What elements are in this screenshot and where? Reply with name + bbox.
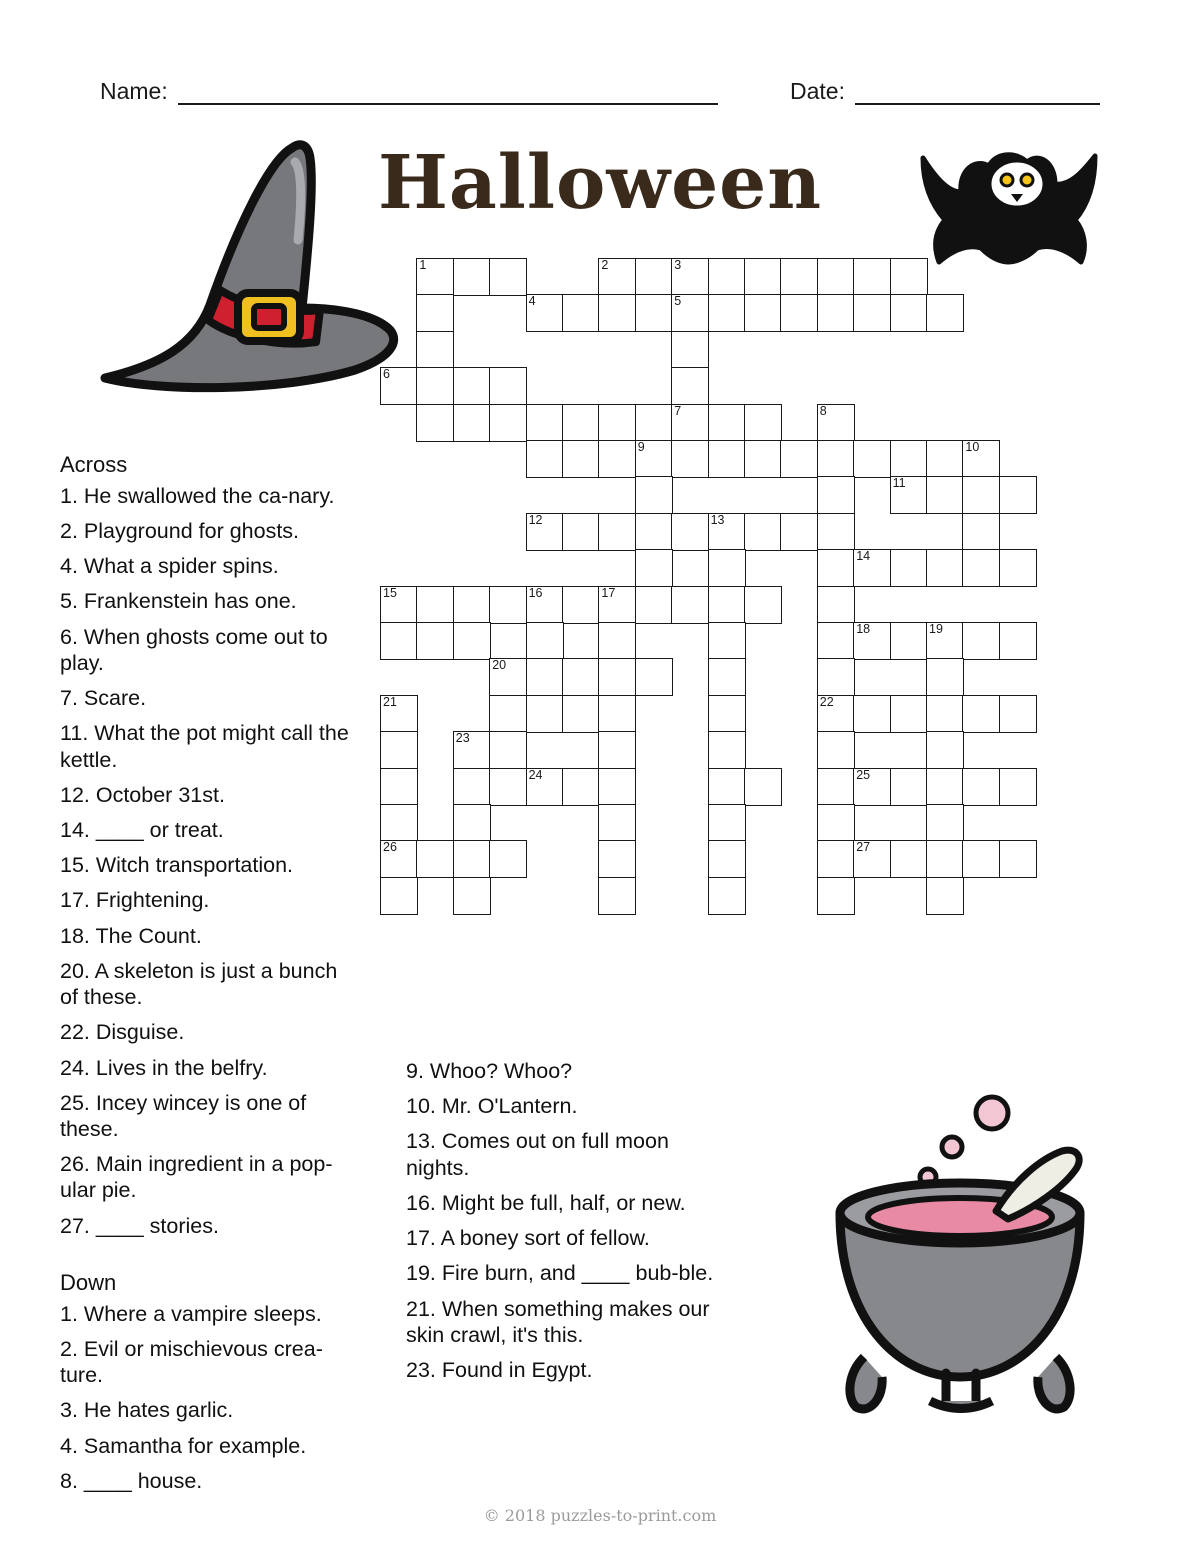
cell-number: 9 bbox=[637, 440, 645, 454]
crossword-cell[interactable] bbox=[671, 331, 709, 369]
date-label: Date: bbox=[790, 78, 845, 104]
crossword-cell[interactable] bbox=[416, 258, 454, 296]
witch-hat-icon bbox=[70, 130, 400, 405]
crossword-cell[interactable] bbox=[853, 549, 891, 587]
crossword-cell[interactable] bbox=[817, 731, 855, 769]
crossword-cell[interactable] bbox=[817, 549, 855, 587]
cell-number: 10 bbox=[965, 440, 980, 454]
clue-item: 2. Evil or mischievous crea-ture. bbox=[60, 1336, 323, 1388]
crossword-cell[interactable] bbox=[598, 586, 636, 624]
crossword-cell[interactable] bbox=[526, 294, 564, 332]
crossword-cell[interactable] bbox=[926, 840, 964, 878]
crossword-cell[interactable] bbox=[817, 586, 855, 624]
crossword-cell[interactable] bbox=[926, 695, 964, 733]
crossword-cell[interactable] bbox=[635, 658, 673, 696]
crossword-cell[interactable] bbox=[489, 768, 527, 806]
crossword-cell[interactable] bbox=[708, 877, 746, 915]
crossword-cell[interactable] bbox=[890, 258, 928, 296]
crossword-cell[interactable] bbox=[744, 258, 782, 296]
crossword-cell[interactable] bbox=[453, 768, 491, 806]
crossword-cell[interactable] bbox=[380, 731, 418, 769]
crossword-cell[interactable] bbox=[926, 804, 964, 842]
cell-number: 24 bbox=[528, 767, 543, 782]
crossword-cell[interactable] bbox=[708, 549, 746, 587]
crossword-cell[interactable] bbox=[526, 513, 564, 551]
crossword-cell[interactable] bbox=[708, 404, 746, 442]
clue-item: 15. Witch transportation. bbox=[60, 853, 294, 878]
crossword-cell[interactable] bbox=[416, 622, 454, 660]
clue-item: 24. Lives in the belfry. bbox=[60, 1055, 268, 1080]
crossword-cell[interactable] bbox=[708, 840, 746, 878]
cell-number: 26 bbox=[383, 840, 397, 855]
crossword-cell[interactable] bbox=[999, 840, 1037, 878]
crossword-cell[interactable] bbox=[926, 294, 964, 332]
clue-item: 21. When something makes our skin crawl, it's this. bbox=[406, 1296, 710, 1347]
clue-item: 1. He swallowed the ca-nary. bbox=[60, 483, 335, 508]
cell-number: 23 bbox=[455, 731, 470, 746]
crossword-cell[interactable] bbox=[380, 840, 418, 878]
clue-item: 11. What the pot might call the kettle. bbox=[60, 721, 349, 772]
crossword-cell[interactable] bbox=[708, 658, 746, 696]
crossword-cell[interactable] bbox=[453, 731, 491, 769]
crossword-cell[interactable] bbox=[380, 586, 418, 624]
crossword-cell[interactable] bbox=[780, 440, 818, 478]
crossword-cell[interactable] bbox=[380, 768, 418, 806]
crossword-cell[interactable] bbox=[926, 549, 964, 587]
clue-item: 12. October 31st. bbox=[60, 782, 225, 807]
crossword-cell[interactable] bbox=[598, 294, 636, 332]
cell-number: 25 bbox=[856, 767, 871, 782]
crossword-cell[interactable] bbox=[380, 695, 418, 733]
clue-item: 17. Frightening. bbox=[60, 888, 210, 913]
crossword-cell[interactable] bbox=[962, 513, 1000, 551]
crossword-cell[interactable] bbox=[671, 258, 709, 296]
cell-number: 11 bbox=[892, 476, 906, 491]
crossword-cell[interactable] bbox=[598, 258, 636, 296]
crossword-cell[interactable] bbox=[671, 440, 709, 478]
crossword-cell[interactable] bbox=[562, 513, 600, 551]
date-write-line[interactable] bbox=[855, 86, 1100, 105]
clue-item: 22. Disguise. bbox=[60, 1020, 185, 1045]
crossword-cell[interactable] bbox=[708, 294, 746, 332]
crossword-cell[interactable] bbox=[853, 258, 891, 296]
crossword-cell[interactable] bbox=[598, 404, 636, 442]
crossword-cell[interactable] bbox=[780, 258, 818, 296]
crossword-cell[interactable] bbox=[744, 404, 782, 442]
crossword-cell[interactable] bbox=[453, 622, 491, 660]
crossword-cell[interactable] bbox=[926, 622, 964, 660]
crossword-cell[interactable] bbox=[817, 804, 855, 842]
crossword-cell[interactable] bbox=[817, 658, 855, 696]
cell-number: 4 bbox=[528, 294, 536, 309]
crossword-cell[interactable] bbox=[635, 513, 673, 551]
crossword-cell[interactable] bbox=[598, 658, 636, 696]
crossword-cell[interactable] bbox=[526, 695, 564, 733]
crossword-cell[interactable] bbox=[598, 622, 636, 660]
crossword-cell[interactable] bbox=[817, 440, 855, 478]
bat-icon bbox=[915, 140, 1105, 285]
crossword-cell[interactable] bbox=[489, 840, 527, 878]
crossword-cell[interactable] bbox=[562, 768, 600, 806]
crossword-cell[interactable] bbox=[562, 294, 600, 332]
crossword-cell[interactable] bbox=[999, 695, 1037, 733]
crossword-cell[interactable] bbox=[598, 440, 636, 478]
crossword-cell[interactable] bbox=[853, 294, 891, 332]
crossword-cell[interactable] bbox=[416, 586, 454, 624]
crossword-cell[interactable] bbox=[635, 440, 673, 478]
crossword-cell[interactable] bbox=[671, 294, 709, 332]
clue-item: 4. What a spider spins. bbox=[60, 554, 279, 579]
cell-number: 7 bbox=[674, 403, 682, 418]
crossword-cell[interactable] bbox=[817, 622, 855, 660]
crossword-cell[interactable] bbox=[708, 513, 746, 551]
crossword-cell[interactable] bbox=[817, 768, 855, 806]
crossword-cell[interactable] bbox=[453, 840, 491, 878]
cell-number: 17 bbox=[601, 585, 616, 600]
crossword-cell[interactable] bbox=[744, 768, 782, 806]
crossword-cell[interactable] bbox=[416, 367, 454, 405]
clue-item: 25. Incey wincey is one of these. bbox=[60, 1090, 307, 1141]
cell-number: 18 bbox=[856, 622, 871, 636]
crossword-cell[interactable] bbox=[635, 404, 673, 442]
cell-number: 13 bbox=[710, 512, 725, 527]
crossword-cell[interactable] bbox=[380, 622, 418, 660]
crossword-cell[interactable] bbox=[962, 622, 1000, 660]
crossword-cell[interactable] bbox=[598, 695, 636, 733]
name-date-row bbox=[100, 78, 1100, 105]
clue-item: 17. A boney sort of fellow. bbox=[406, 1226, 650, 1251]
crossword-cell[interactable] bbox=[598, 731, 636, 769]
crossword-cell[interactable] bbox=[926, 768, 964, 806]
crossword-cell[interactable] bbox=[380, 877, 418, 915]
crossword-cell[interactable] bbox=[926, 877, 964, 915]
crossword-cell[interactable] bbox=[890, 294, 928, 332]
crossword-cell[interactable] bbox=[817, 476, 855, 514]
crossword-cell[interactable] bbox=[562, 440, 600, 478]
crossword-cell[interactable] bbox=[635, 294, 673, 332]
clue-item: 5. Frankenstein has one. bbox=[60, 589, 297, 614]
clue-item: 10. Mr. O'Lantern. bbox=[406, 1094, 578, 1119]
crossword-cell[interactable] bbox=[526, 658, 564, 696]
crossword-cell[interactable] bbox=[817, 258, 855, 296]
crossword-cell[interactable] bbox=[817, 877, 855, 915]
crossword-cell[interactable] bbox=[962, 476, 1000, 514]
crossword-cell[interactable] bbox=[962, 549, 1000, 587]
crossword-cell[interactable] bbox=[489, 258, 527, 296]
crossword-cell[interactable] bbox=[853, 440, 891, 478]
crossword-cell[interactable] bbox=[890, 622, 928, 660]
crossword-cell[interactable] bbox=[817, 294, 855, 332]
cell-number: 19 bbox=[929, 622, 943, 636]
crossword-cell[interactable] bbox=[489, 586, 527, 624]
crossword-cell[interactable] bbox=[671, 367, 709, 405]
crossword-cell[interactable] bbox=[744, 294, 782, 332]
clue-item: 3. He hates garlic. bbox=[60, 1398, 234, 1423]
cell-number: 2 bbox=[601, 258, 609, 272]
across-heading: Across bbox=[60, 452, 128, 477]
clue-item: 19. Fire burn, and ____ bub-ble. bbox=[406, 1261, 714, 1286]
clue-item: 18. The Count. bbox=[60, 923, 202, 948]
clue-item: 6. When ghosts come out to play. bbox=[60, 624, 328, 675]
crossword-cell[interactable] bbox=[853, 840, 891, 878]
cell-number: 15 bbox=[383, 585, 397, 600]
clue-item: 9. Whoo? Whoo? bbox=[406, 1059, 573, 1083]
crossword-cell[interactable] bbox=[999, 768, 1037, 806]
crossword-cell[interactable] bbox=[817, 695, 855, 733]
crossword-cell[interactable] bbox=[926, 658, 964, 696]
crossword-cell[interactable] bbox=[708, 622, 746, 660]
crossword-cell[interactable] bbox=[453, 586, 491, 624]
cell-number: 5 bbox=[674, 294, 682, 309]
crossword-cell[interactable] bbox=[926, 440, 964, 478]
crossword-cell[interactable] bbox=[708, 258, 746, 296]
crossword-cell[interactable] bbox=[635, 258, 673, 296]
crossword-cell[interactable] bbox=[817, 840, 855, 878]
clue-item: 4. Samantha for example. bbox=[60, 1433, 307, 1458]
crossword-cell[interactable] bbox=[453, 404, 491, 442]
crossword-cell[interactable] bbox=[635, 476, 673, 514]
crossword-cell[interactable] bbox=[598, 768, 636, 806]
crossword-cell[interactable] bbox=[489, 404, 527, 442]
crossword-cell[interactable] bbox=[526, 622, 564, 660]
crossword-cell[interactable] bbox=[853, 768, 891, 806]
crossword-cell[interactable] bbox=[962, 440, 1000, 478]
crossword-cell[interactable] bbox=[598, 513, 636, 551]
crossword-cell[interactable] bbox=[489, 731, 527, 769]
crossword-cell[interactable] bbox=[526, 768, 564, 806]
crossword-cell[interactable] bbox=[416, 840, 454, 878]
crossword-cell[interactable] bbox=[744, 513, 782, 551]
page-title: Halloween bbox=[377, 140, 823, 226]
crossword-cell[interactable] bbox=[598, 877, 636, 915]
cell-number: 27 bbox=[856, 840, 871, 855]
crossword-cell[interactable] bbox=[708, 731, 746, 769]
crossword-cell[interactable] bbox=[926, 731, 964, 769]
crossword-cell[interactable] bbox=[708, 586, 746, 624]
crossword-cell[interactable] bbox=[962, 695, 1000, 733]
crossword-cell[interactable] bbox=[562, 695, 600, 733]
crossword-cell[interactable] bbox=[780, 294, 818, 332]
cell-number: 22 bbox=[819, 694, 834, 709]
down-clue-list-continued bbox=[406, 1058, 716, 1392]
crossword-cell[interactable] bbox=[999, 622, 1037, 660]
crossword-cell[interactable] bbox=[926, 476, 964, 514]
clue-item: 20. A skeleton is just a bunch of these. bbox=[60, 958, 338, 1010]
crossword-cell[interactable] bbox=[853, 695, 891, 733]
section-gap bbox=[60, 1248, 360, 1270]
across-clue-list bbox=[60, 452, 360, 1503]
crossword-cell[interactable] bbox=[453, 877, 491, 915]
cell-number: 20 bbox=[492, 658, 507, 673]
crossword-cell[interactable] bbox=[817, 404, 855, 442]
copyright-footer: © 2018 puzzles-to-print.com bbox=[483, 1506, 717, 1525]
crossword-cell[interactable] bbox=[453, 804, 491, 842]
cell-number: 12 bbox=[528, 512, 543, 527]
crossword-cell[interactable] bbox=[453, 367, 491, 405]
clue-item: 8. ____ house. bbox=[60, 1468, 203, 1493]
crossword-cell[interactable] bbox=[489, 658, 527, 696]
crossword-cell[interactable] bbox=[671, 586, 709, 624]
crossword-cell[interactable] bbox=[708, 695, 746, 733]
clue-item: 23. Found in Egypt. bbox=[406, 1357, 593, 1382]
crossword-cell[interactable] bbox=[890, 768, 928, 806]
crossword-cell[interactable] bbox=[962, 840, 1000, 878]
crossword-cell[interactable] bbox=[526, 440, 564, 478]
crossword-cell[interactable] bbox=[817, 513, 855, 551]
crossword-cell[interactable] bbox=[890, 440, 928, 478]
clue-item: 27. ____ stories. bbox=[60, 1213, 219, 1238]
name-write-line[interactable] bbox=[178, 86, 718, 105]
clue-item: 7. Scare. bbox=[60, 686, 147, 711]
crossword-cell[interactable] bbox=[416, 294, 454, 332]
cell-number: 21 bbox=[383, 694, 397, 709]
crossword-cell[interactable] bbox=[562, 586, 600, 624]
clue-item: 13. Comes out on full moon nights. bbox=[406, 1129, 669, 1180]
cell-number: 6 bbox=[383, 367, 390, 382]
crossword-cell[interactable] bbox=[598, 804, 636, 842]
down-heading: Down bbox=[60, 1269, 117, 1295]
crossword-cell[interactable] bbox=[744, 586, 782, 624]
crossword-cell[interactable] bbox=[598, 840, 636, 878]
crossword-cell[interactable] bbox=[489, 367, 527, 405]
crossword-cell[interactable] bbox=[526, 586, 564, 624]
crossword-cell[interactable] bbox=[962, 768, 1000, 806]
crossword-cell[interactable] bbox=[416, 331, 454, 369]
crossword-cell[interactable] bbox=[999, 549, 1037, 587]
crossword-cell[interactable] bbox=[999, 476, 1037, 514]
cauldron-icon bbox=[800, 1085, 1120, 1420]
crossword-cell[interactable] bbox=[562, 404, 600, 442]
cell-number: 3 bbox=[674, 258, 682, 272]
crossword-cell[interactable] bbox=[562, 658, 600, 696]
crossword-cell[interactable] bbox=[635, 549, 673, 587]
crossword-cell[interactable] bbox=[708, 768, 746, 806]
crossword-cell[interactable] bbox=[708, 804, 746, 842]
crossword-cell[interactable] bbox=[708, 440, 746, 478]
cell-number: 14 bbox=[856, 549, 871, 564]
clue-item: 2. Playground for ghosts. bbox=[60, 519, 300, 544]
crossword-cell[interactable] bbox=[671, 404, 709, 442]
cell-number: 1 bbox=[419, 258, 427, 272]
crossword-cell[interactable] bbox=[890, 695, 928, 733]
crossword-cell[interactable] bbox=[489, 695, 527, 733]
crossword-cell[interactable] bbox=[744, 440, 782, 478]
clue-item: 14. ____ or treat. bbox=[60, 818, 224, 843]
crossword-cell[interactable] bbox=[380, 804, 418, 842]
crossword-cell[interactable] bbox=[890, 840, 928, 878]
crossword-cell[interactable] bbox=[635, 586, 673, 624]
crossword-cell[interactable] bbox=[380, 367, 418, 405]
clue-item: 1. Where a vampire sleeps. bbox=[60, 1301, 322, 1326]
crossword-cell[interactable] bbox=[416, 404, 454, 442]
clue-item: 26. Main ingredient in a pop-ular pie. bbox=[60, 1152, 333, 1203]
name-label: Name: bbox=[100, 78, 168, 104]
crossword-cell[interactable] bbox=[890, 549, 928, 587]
cell-number: 8 bbox=[819, 403, 827, 418]
crossword-cell[interactable] bbox=[780, 513, 818, 551]
clue-item: 16. Might be full, half, or new. bbox=[406, 1190, 686, 1215]
crossword-cell[interactable] bbox=[453, 258, 491, 296]
crossword-cell[interactable] bbox=[890, 476, 928, 514]
cell-number: 16 bbox=[528, 585, 543, 600]
crossword-cell[interactable] bbox=[853, 622, 891, 660]
crossword-cell[interactable] bbox=[526, 404, 564, 442]
crossword-cell[interactable] bbox=[671, 513, 709, 551]
